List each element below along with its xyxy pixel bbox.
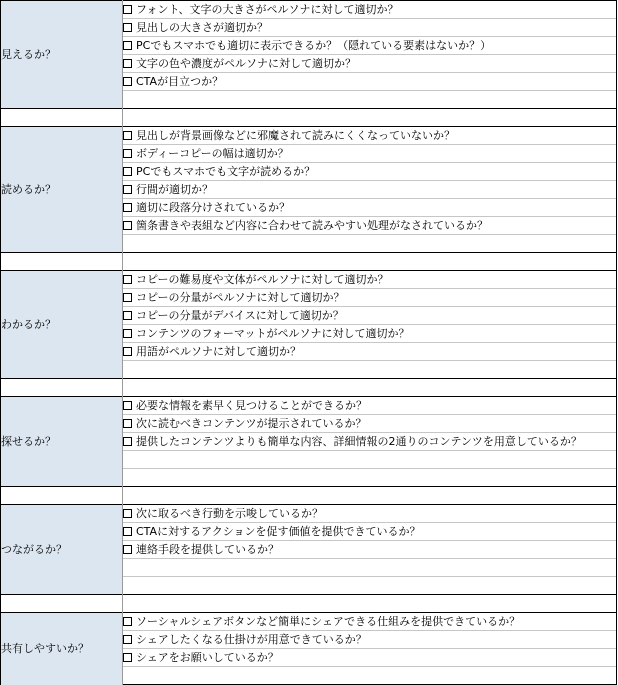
checklist-item bbox=[123, 19, 617, 37]
checklist-item-label: シェアをお願いしているか？ bbox=[136, 650, 279, 664]
checklist-item bbox=[123, 361, 617, 379]
checkbox-icon[interactable] bbox=[123, 167, 132, 176]
checkbox-icon[interactable] bbox=[123, 419, 132, 428]
checkbox-icon[interactable] bbox=[123, 5, 132, 14]
category-label: 探せるか？ bbox=[1, 397, 123, 487]
checklist-item-label: コピーの難易度や文体がペルソナに対して適切か？ bbox=[136, 272, 389, 286]
checklist-item-label: コンテンツのフォーマットがペルソナに対して適切か？ bbox=[136, 326, 410, 340]
checkbox-icon[interactable] bbox=[123, 617, 132, 626]
checklist-item bbox=[123, 235, 617, 253]
checklist-item bbox=[123, 37, 617, 55]
checkbox-icon[interactable] bbox=[123, 545, 132, 554]
checkbox-icon[interactable] bbox=[123, 329, 132, 338]
spacer-row bbox=[1, 487, 617, 505]
spacer-row bbox=[1, 253, 617, 271]
checklist-item-label: PCでもスマホでも適切に表示できるか？（隠れている要素はないか？） bbox=[136, 38, 492, 52]
checkbox-icon[interactable] bbox=[123, 185, 132, 194]
checklist-item bbox=[123, 343, 617, 361]
checkbox-icon[interactable] bbox=[123, 203, 132, 212]
checklist-item-label: 必要な情報を素早く見つけることができるか？ bbox=[136, 398, 367, 412]
checklist-item bbox=[123, 289, 617, 307]
checklist-item bbox=[123, 217, 617, 235]
checklist-item-label: 次に取るべき行動を示唆しているか？ bbox=[136, 506, 323, 520]
category-label: 共有しやすいか？ bbox=[1, 613, 123, 685]
spacer-cell bbox=[1, 109, 123, 127]
checklist-item bbox=[123, 523, 617, 541]
checkbox-icon[interactable] bbox=[123, 527, 132, 536]
checklist-item bbox=[123, 577, 617, 595]
checklist-item bbox=[123, 307, 617, 325]
checklist-item bbox=[123, 433, 617, 451]
checklist-item bbox=[123, 559, 617, 577]
checklist-item bbox=[123, 325, 617, 343]
section-row bbox=[1, 397, 617, 415]
checklist-item-label: 提供したコンテンツよりも簡単な内容、詳細情報の2通りのコンテンツを用意しているか？ bbox=[136, 434, 582, 448]
checkbox-icon[interactable] bbox=[123, 347, 132, 356]
section-row bbox=[1, 613, 617, 631]
checkbox-icon[interactable] bbox=[123, 41, 132, 50]
checklist-item bbox=[123, 91, 617, 109]
checklist-item bbox=[123, 415, 617, 433]
checklist-item bbox=[123, 541, 617, 559]
checkbox-icon[interactable] bbox=[123, 77, 132, 86]
checklist-item-label: 用語がペルソナに対して適切か？ bbox=[136, 344, 301, 358]
section-row bbox=[1, 505, 617, 523]
section-row bbox=[1, 271, 617, 289]
checklist-item-label: コピーの分量がデバイスに対して適切か？ bbox=[136, 308, 344, 322]
spacer-cell bbox=[1, 253, 123, 271]
checkbox-icon[interactable] bbox=[123, 437, 132, 446]
checklist-item bbox=[123, 55, 617, 73]
checklist-item bbox=[123, 451, 617, 469]
checklist-item bbox=[123, 631, 617, 649]
checklist-item bbox=[123, 505, 617, 523]
category-label: わかるか？ bbox=[1, 271, 123, 379]
spacer-cell bbox=[123, 253, 617, 271]
spacer-cell bbox=[123, 487, 617, 505]
spacer-row bbox=[1, 379, 617, 397]
checklist-item bbox=[123, 127, 617, 145]
checklist-item bbox=[123, 199, 617, 217]
checklist-item-label: 見出しが背景画像などに邪魔されて読みにくくなっていないか？ bbox=[136, 128, 455, 142]
spacer-cell bbox=[123, 379, 617, 397]
checklist-item bbox=[123, 1, 617, 19]
checklist-item-label: 適切に段落分けされているか？ bbox=[136, 200, 290, 214]
spacer-row bbox=[1, 595, 617, 613]
checkbox-icon[interactable] bbox=[123, 221, 132, 230]
checklist-item-label: 次に読むべきコンテンツが提示されているか？ bbox=[136, 416, 367, 430]
checklist-item-label: 見出しの大きさが適切か？ bbox=[136, 20, 268, 34]
spacer-cell bbox=[1, 595, 123, 613]
checklist-item bbox=[123, 163, 617, 181]
checklist-item-label: ボディーコピーの幅は適切か？ bbox=[136, 146, 289, 160]
spacer-cell bbox=[1, 487, 123, 505]
spacer-cell bbox=[123, 595, 617, 613]
checklist-item-label: 文字の色や濃度がペルソナに対して適切か？ bbox=[136, 56, 356, 70]
checklist-item-label: 箇条書きや表組など内容に合わせて読みやすい処理がなされているか？ bbox=[136, 218, 488, 232]
checklist-item-label: 連絡手段を提供しているか？ bbox=[136, 542, 279, 556]
checklist-item-label: CTAに対するアクションを促す価値を提供できているか？ bbox=[136, 524, 421, 538]
checklist-item-label: PCでもスマホでも文字が読めるか？ bbox=[136, 164, 316, 178]
checklist-item-label: シェアしたくなる仕掛けが用意できているか？ bbox=[136, 632, 367, 646]
checklist-item-label: CTAが目立つか？ bbox=[136, 74, 224, 88]
checklist-item-label: コピーの分量がペルソナに対して適切か？ bbox=[136, 290, 345, 304]
checklist-item bbox=[123, 649, 617, 667]
spacer-row bbox=[1, 109, 617, 127]
checkbox-icon[interactable] bbox=[123, 653, 132, 662]
checklist-item bbox=[123, 271, 617, 289]
checklist-item bbox=[123, 73, 617, 91]
checklist-item bbox=[123, 145, 617, 163]
checkbox-icon[interactable] bbox=[123, 23, 132, 32]
spacer-cell bbox=[123, 109, 617, 127]
checkbox-icon[interactable] bbox=[123, 275, 132, 284]
category-label: つながるか？ bbox=[1, 505, 123, 595]
checkbox-icon[interactable] bbox=[123, 293, 132, 302]
checklist-item bbox=[123, 469, 617, 487]
checkbox-icon[interactable] bbox=[123, 59, 132, 68]
category-label: 見えるか？ bbox=[1, 1, 123, 109]
section-row bbox=[1, 127, 617, 145]
section-row bbox=[1, 1, 617, 19]
checkbox-icon[interactable] bbox=[123, 635, 132, 644]
checklist-item-label: フォント、文字の大きさがペルソナに対して適切か？ bbox=[136, 2, 399, 16]
checkbox-icon[interactable] bbox=[123, 509, 132, 518]
checkbox-icon[interactable] bbox=[123, 401, 132, 410]
checkbox-icon[interactable] bbox=[123, 311, 132, 320]
checklist-item bbox=[123, 397, 617, 415]
checkbox-icon[interactable] bbox=[123, 149, 132, 158]
checklist-item bbox=[123, 613, 617, 631]
checkbox-icon[interactable] bbox=[123, 131, 132, 140]
checklist-item-label: ソーシャルシェアボタンなど簡単にシェアできる仕組みを提供できているか？ bbox=[136, 614, 521, 628]
checklist-item bbox=[123, 181, 617, 199]
spacer-cell bbox=[1, 379, 123, 397]
checklist-item bbox=[123, 667, 617, 685]
category-label: 読めるか？ bbox=[1, 127, 123, 253]
checklist-item-label: 行間が適切か？ bbox=[136, 182, 213, 196]
